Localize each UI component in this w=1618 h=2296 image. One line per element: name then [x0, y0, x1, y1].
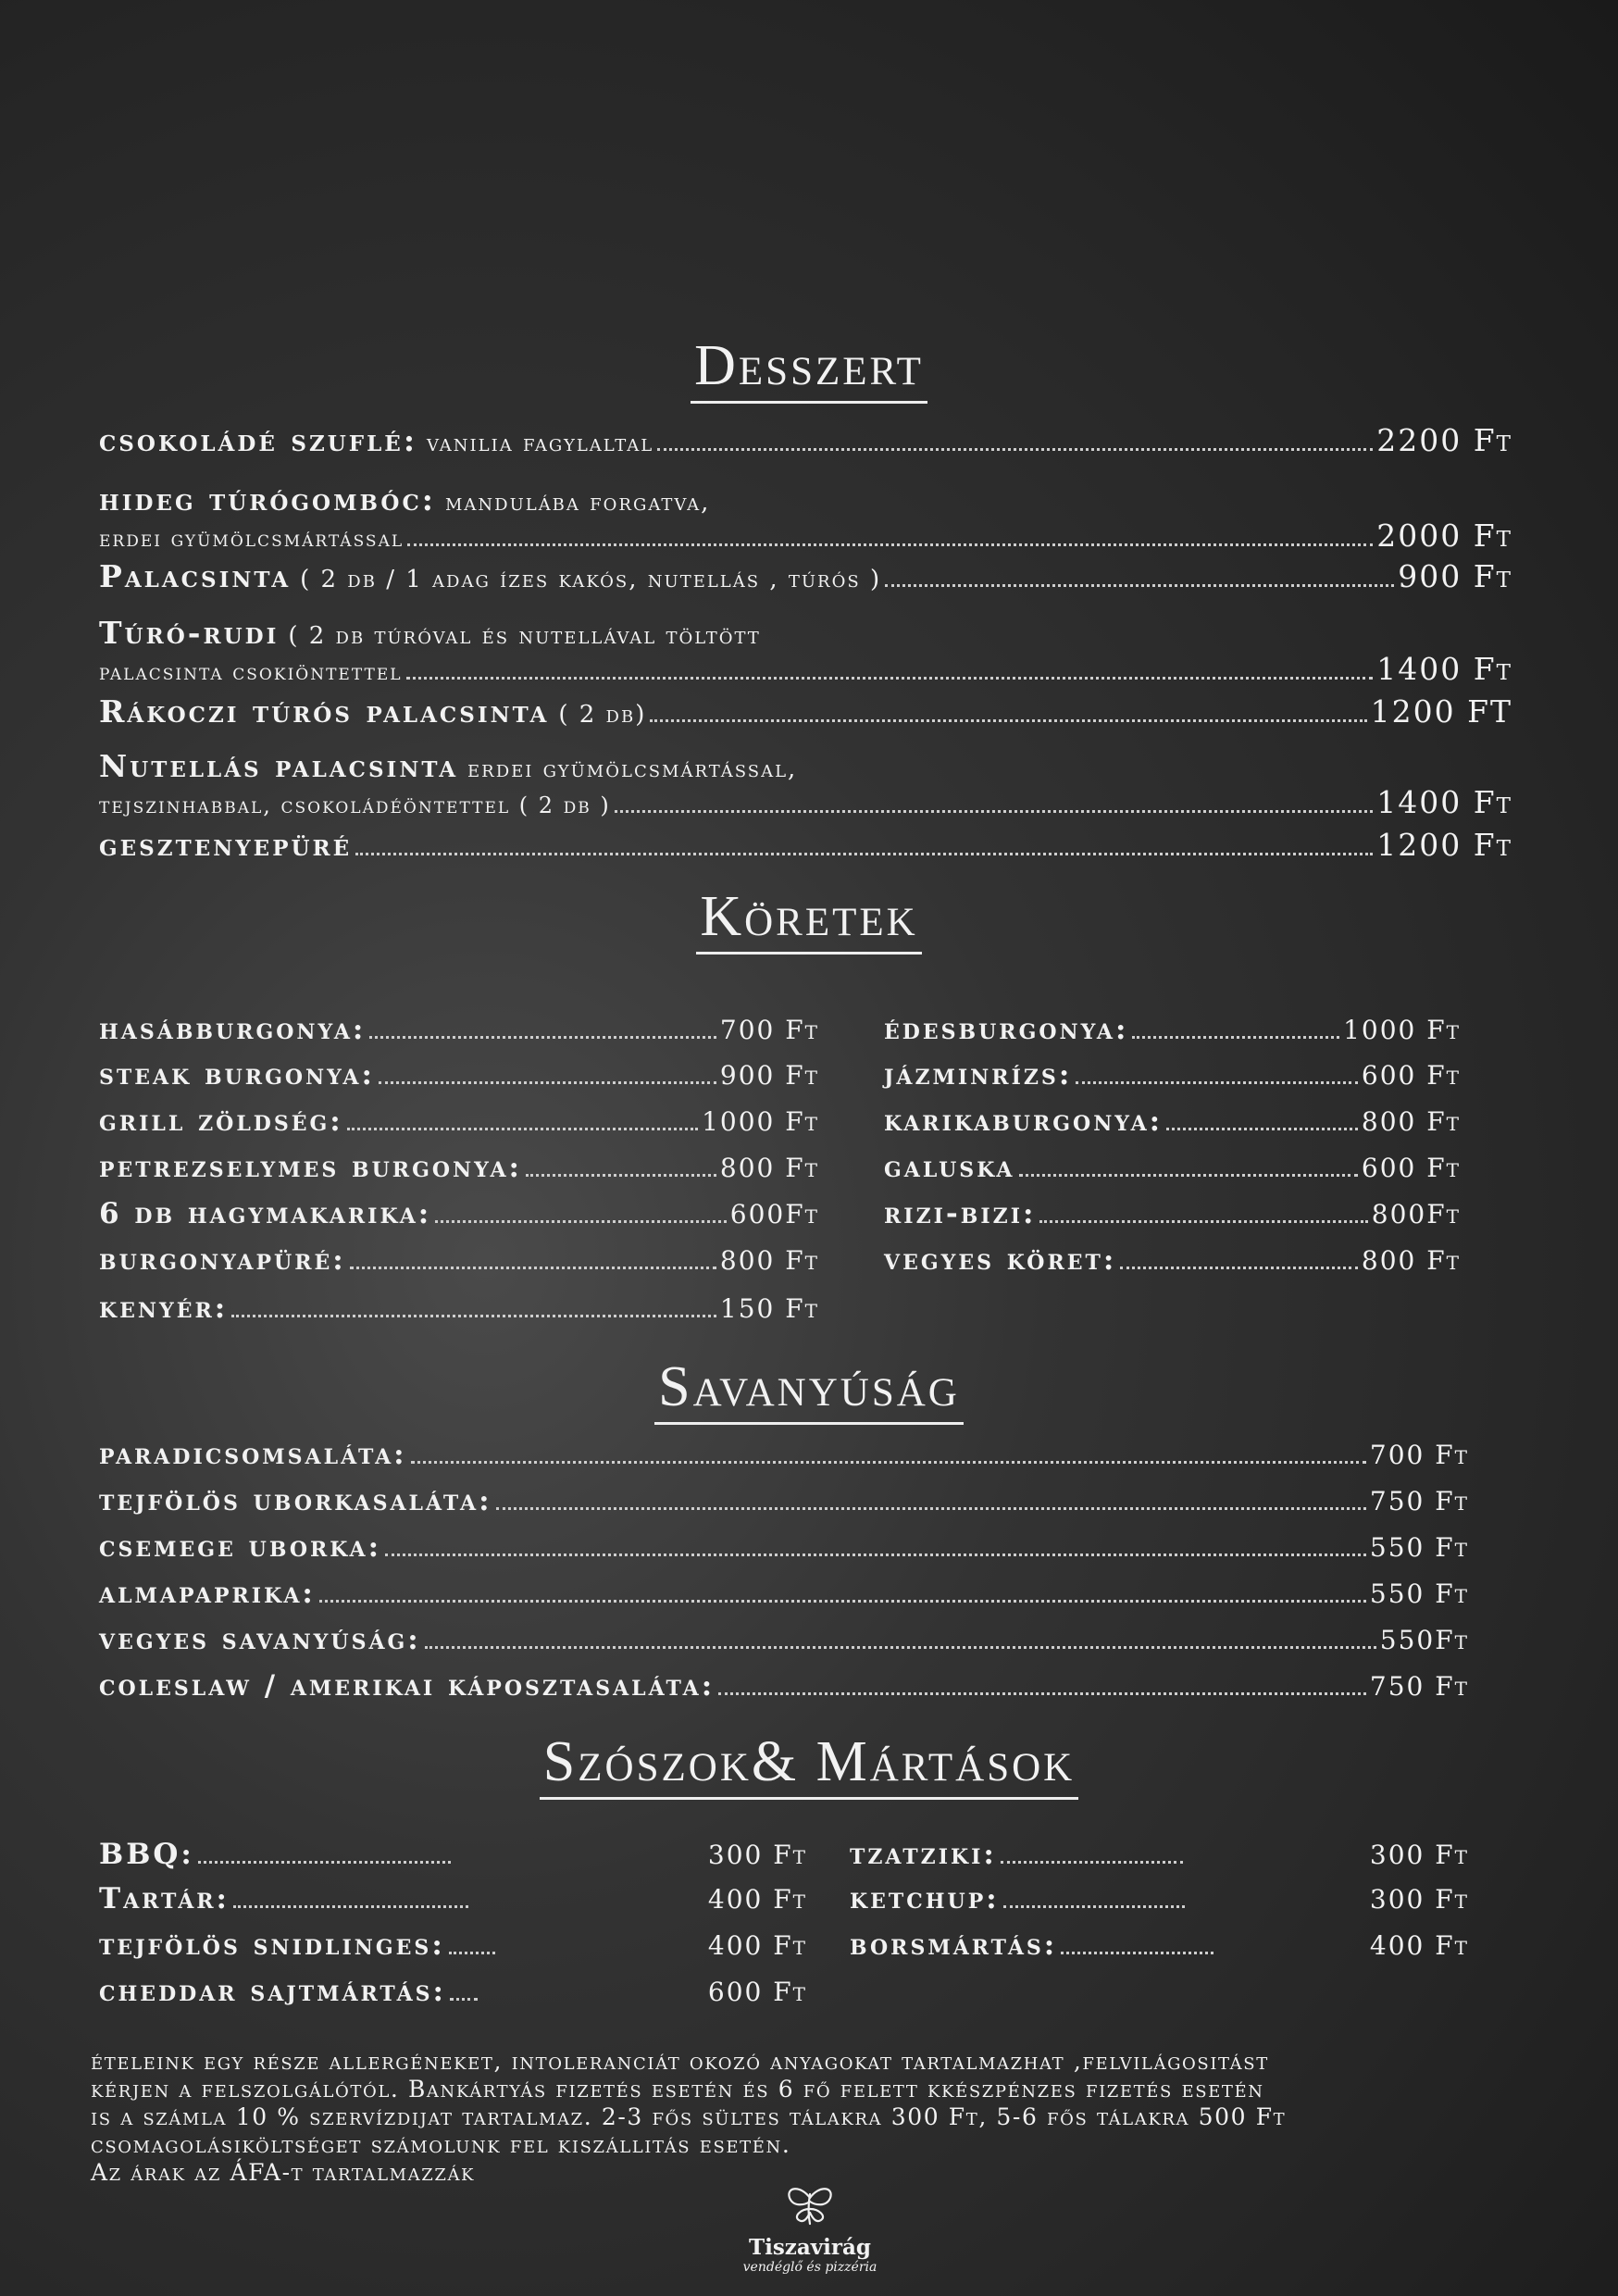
side-dish-item: kenyér: 150 Ft	[99, 1292, 819, 1325]
side-dish-item: burgonyapüré: 800 Ft	[99, 1243, 819, 1277]
section-title-savanyusag: Savanyúság	[0, 1354, 1618, 1425]
pickle-item: tejfölös uborkasaláta: 750 Ft	[99, 1484, 1469, 1517]
section-title-dessert: Desszert	[0, 333, 1618, 404]
section-title-szoszok: Szószok& Mártások	[0, 1729, 1618, 1800]
side-dish-item: grill zöldség: 1000 Ft	[99, 1104, 819, 1138]
sauce-item: borsmártás: 400 Ft	[850, 1928, 1470, 1962]
restaurant-logo	[731, 2181, 889, 2275]
menu-item: Rákoczi túrós palacsinta ( 2 db) 1200 FT	[99, 693, 1512, 730]
sauce-item: tejfölös snidlinges: 400 Ft	[99, 1928, 807, 1962]
sauce-item: tzatziki: 300 Ft	[850, 1838, 1469, 1871]
side-dish-item: steak burgonya: 900 Ft	[99, 1058, 819, 1092]
pickle-item: csemege uborka: 550 Ft	[99, 1530, 1469, 1564]
pickle-item: coleslaw / amerikai káposztasaláta: 750 Ft	[99, 1669, 1469, 1703]
notice-line: kérjen a felszolgálótól. Bankártyás fizetés esetén és 6 fő felett kkészpénzes fizetés esetén	[91, 2076, 1264, 2103]
side-dish-item: édesburgonya: 1000 Ft	[884, 1013, 1461, 1046]
pickle-item: almapaprika: 550 Ft	[99, 1577, 1469, 1610]
notice-line: ételeink egy része allergéneket, intoleranciát okozó anyagokat tartalmazhat ,felvilágositást	[91, 2048, 1269, 2075]
menu-item: Palacsinta ( 2 db / 1 adag ízes kakós, nutellás , túrós ) 900 Ft	[99, 558, 1512, 594]
side-dish-item: 6 db hagymakarika: 600Ft	[99, 1197, 819, 1230]
section-title-koretek: Köretek	[0, 884, 1618, 955]
menu-item: csokoládé szuflé: vanilia fagylaltal 2200 Ft	[99, 422, 1512, 458]
logo-subtitle: vendéglő és pizzéria	[742, 2260, 877, 2275]
menu-item: Túró-rudi ( 2 db túróval és nutellával töltött palacsinta csokiöntettel 1400 Ft	[99, 615, 1512, 687]
side-dish-item: petrezselymes burgonya: 800 Ft	[99, 1151, 819, 1184]
menu-item: hideg túrógombóc: mandulába forgatva, erdei gyümölcsmártással 2000 Ft	[99, 481, 1512, 554]
pickle-item: vegyes savanyúság: 550Ft	[99, 1623, 1469, 1656]
side-dish-item: rizi-bizi: 800Ft	[884, 1197, 1461, 1230]
notice-line: Az árak az ÁFA-t tartalmazzák	[91, 2159, 476, 2186]
notice-line: is a számla 10 % szervízdijat tartalmaz. 2-3 fős sültes tálakra 300 Ft, 5-6 fős tálakra 500 Ft	[91, 2103, 1287, 2130]
logo-title: Tiszavirág	[749, 2235, 871, 2260]
mayfly-icon	[773, 2181, 847, 2229]
side-dish-item: hasábburgonya: 700 Ft	[99, 1013, 819, 1046]
menu-item: Nutellás palacsinta erdei gyümölcsmártással, tejszinhabbal, csokoládéöntettel ( 2 db ) 1400 Ft	[99, 748, 1512, 820]
sauce-item: ketchup: 300 Ft	[850, 1882, 1470, 1915]
side-dish-item: jázminrízs: 600 Ft	[884, 1058, 1461, 1092]
side-dish-item: karikaburgonya: 800 Ft	[884, 1104, 1461, 1138]
notice-line: csomagolásiköltséget számolunk fel kiszállitás esetén.	[91, 2131, 791, 2158]
allergen-notice	[91, 2048, 1553, 2187]
side-dish-item: vegyes köret: 800 Ft	[884, 1243, 1461, 1277]
sauce-item: cheddar sajtmártás: 600 Ft	[99, 1975, 807, 2008]
pickle-item: paradicsomsaláta: 700 Ft	[99, 1438, 1469, 1471]
sauce-item: BBQ: 300 Ft	[99, 1838, 808, 1871]
sauce-item: Tartár: 400 Ft	[99, 1882, 807, 1915]
menu-item: gesztenyepüré 1200 Ft	[99, 827, 1512, 863]
side-dish-item: galuska 600 Ft	[884, 1151, 1461, 1184]
